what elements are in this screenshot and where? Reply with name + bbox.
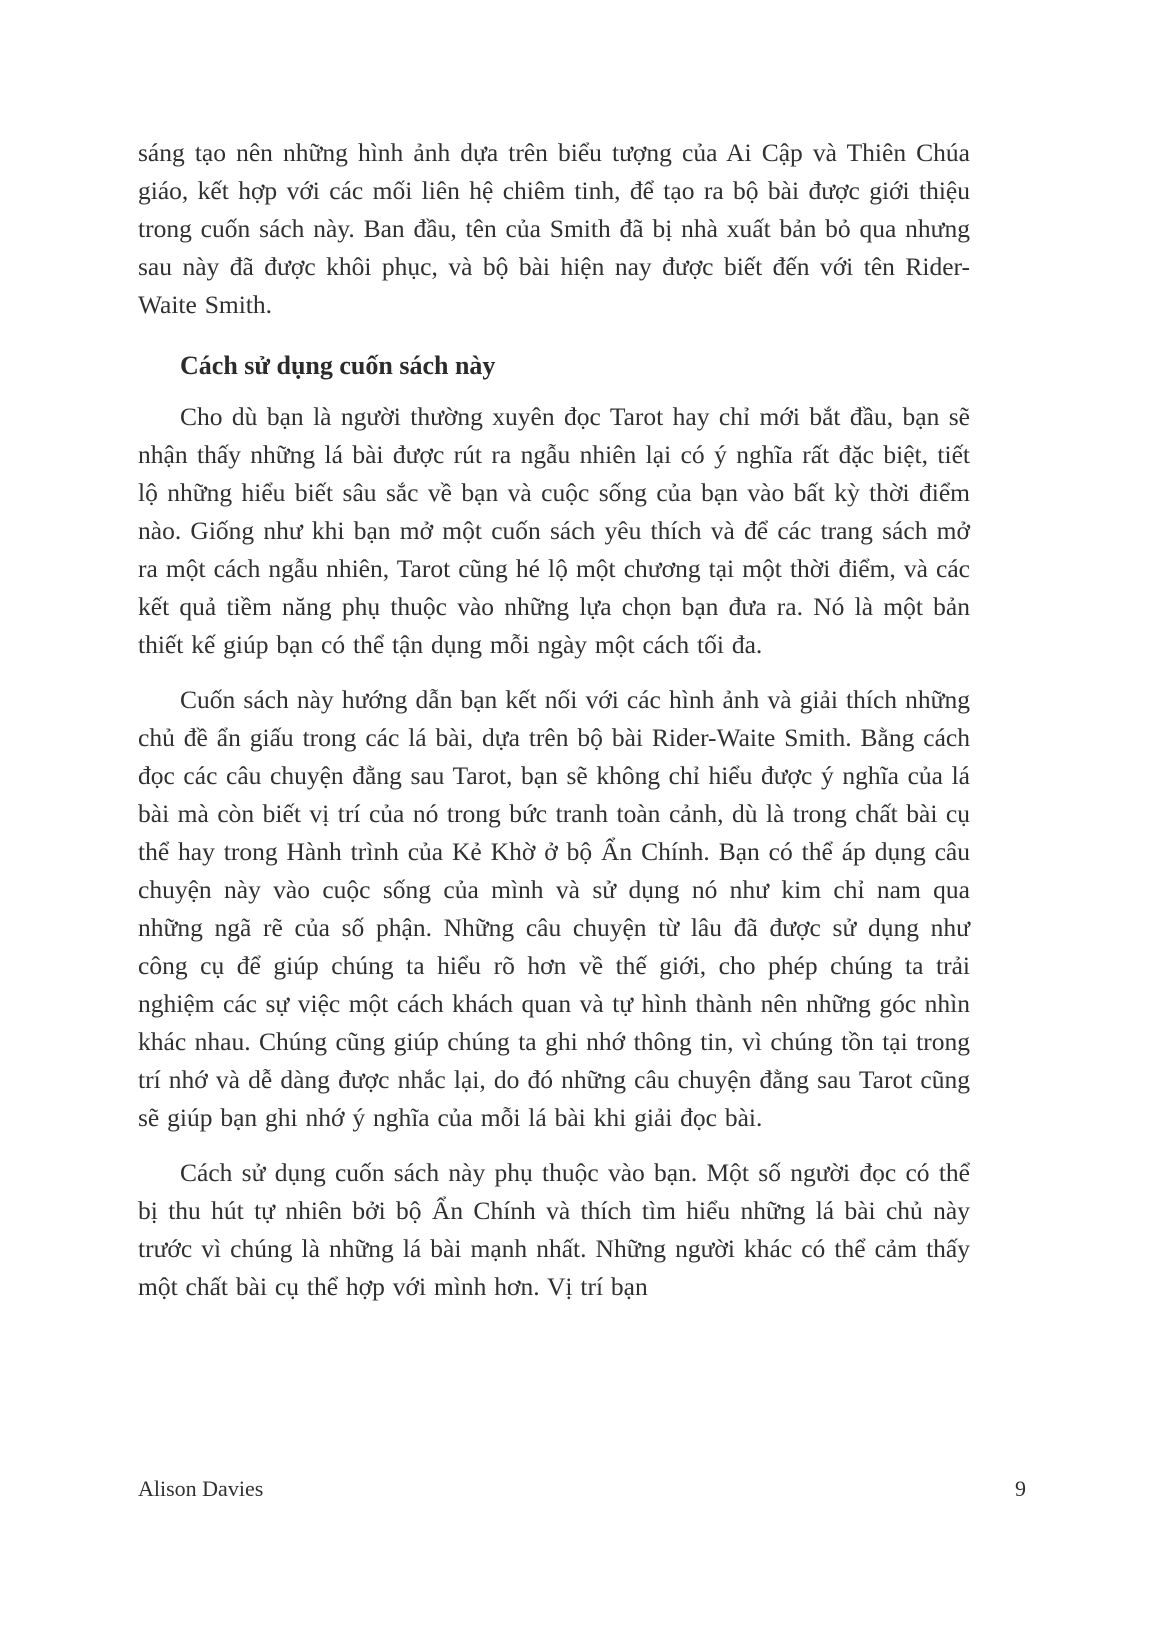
footer-author: Alison Davies	[138, 1476, 264, 1501]
body-paragraph: Cho dù bạn là người thường xuyên đọc Tarot hay chỉ mới bắt đầu, bạn sẽ nhận thấy những lá bài được rút ra ngẫu nhiên lại có ý nghĩa rất đặc biệt, tiết lộ những hiểu biết sâu sắc về bạn và cuộc sống của bạn vào bất kỳ thời điểm nào. Giống như khi bạn mở một cuốn sách yêu thích và để các trang sách mở ra một cách ngẫu nhiên, Tarot cũng hé lộ một chương tại một thời điểm, và các kết quả tiềm năng phụ thuộc vào những lựa chọn bạn đưa ra. Nó là một bản thiết kế giúp bạn có thể tận dụng mỗi ngày một cách tối đa.	[138, 402, 970, 659]
section-heading: Cách sử dụng cuốn sách này	[180, 351, 496, 380]
body-paragraph: Cách sử dụng cuốn sách này phụ thuộc vào bạn. Một số người đọc có thể bị thu hút tự nhiên bởi bộ Ẩn Chính và thích tìm hiểu những lá bài chủ này trước vì chúng là những lá bài mạnh nhất. Những người khác có thể cảm thấy một chất bài cụ thể hợp với mình hơn. Vị trí bạn	[138, 1158, 970, 1301]
body-paragraph: Cuốn sách này hướng dẫn bạn kết nối với các hình ảnh và giải thích những chủ đề ẩn giấu trong các lá bài, dựa trên bộ bài Rider-Waite Smith. Bằng cách đọc các câu chuyện đằng sau Tarot, bạn sẽ không chỉ hiểu được ý nghĩa của lá bài mà còn biết vị trí của nó trong bức tranh toàn cảnh, dù là trong chất bài cụ thể hay trong Hành trình của Kẻ Khờ ở bộ Ẩn Chính. Bạn có thể áp dụng câu chuyện này vào cuộc sống của mình và sử dụng nó như kim chỉ nam qua những ngã rẽ của số phận. Những câu chuyện từ lâu đã được sử dụng như công cụ để giúp chúng ta hiểu rõ hơn về thế giới, cho phép chúng ta trải nghiệm các sự việc một cách khách quan và tự hình thành nên những góc nhìn khác nhau. Chúng cũng giúp chúng ta ghi nhớ thông tin, vì chúng tồn tại trong trí nhớ và dễ dàng được nhắc lại, do đó những câu chuyện đằng sau Tarot cũng sẽ giúp bạn ghi nhớ ý nghĩa của mỗi lá bài khi giải đọc bài.	[138, 685, 970, 1132]
page-footer	[138, 1476, 1026, 1502]
footer-page-number: 9	[1015, 1476, 1026, 1501]
page-content	[138, 134, 970, 1323]
body-paragraph: sáng tạo nên những hình ảnh dựa trên biểu tượng của Ai Cập và Thiên Chúa giáo, kết hợp với các mối liên hệ chiêm tinh, để tạo ra bộ bài được giới thiệu trong cuốn sách này. Ban đầu, tên của Smith đã bị nhà xuất bản bỏ qua nhưng sau này đã được khôi phục, và bộ bài hiện nay được biết đến với tên Rider-Waite Smith.	[138, 138, 970, 319]
